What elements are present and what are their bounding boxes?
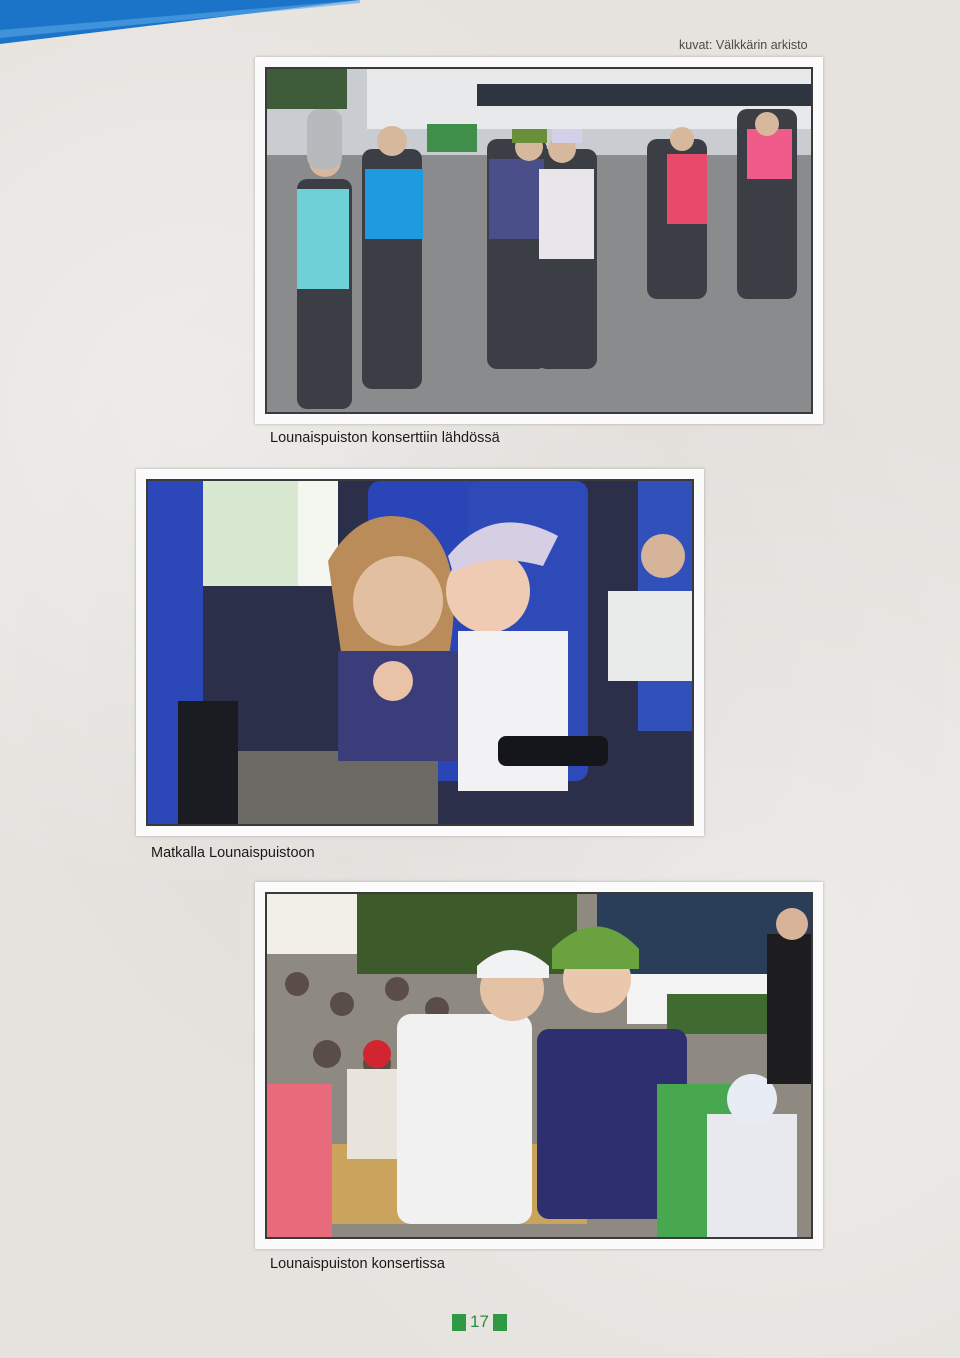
photo-1 bbox=[265, 67, 813, 414]
photo-frame-1 bbox=[255, 57, 823, 424]
photo-caption-2: Matkalla Lounaispuistoon bbox=[151, 845, 315, 861]
page-number bbox=[452, 1312, 507, 1332]
page-number-left-block bbox=[452, 1314, 466, 1331]
photo-frame-2 bbox=[136, 469, 704, 836]
photo-caption-3: Lounaispuiston konsertissa bbox=[270, 1256, 445, 1272]
photo-caption-1: Lounaispuiston konserttiin lähdössä bbox=[270, 430, 500, 446]
corner-accent-band bbox=[0, 0, 360, 44]
photo-credit: kuvat: Välkkärin arkisto bbox=[679, 38, 808, 52]
page-number-right-block bbox=[493, 1314, 507, 1331]
photo-2 bbox=[146, 479, 694, 826]
photo-3 bbox=[265, 892, 813, 1239]
photo-frame-3 bbox=[255, 882, 823, 1249]
page-number-text: 17 bbox=[470, 1312, 489, 1331]
